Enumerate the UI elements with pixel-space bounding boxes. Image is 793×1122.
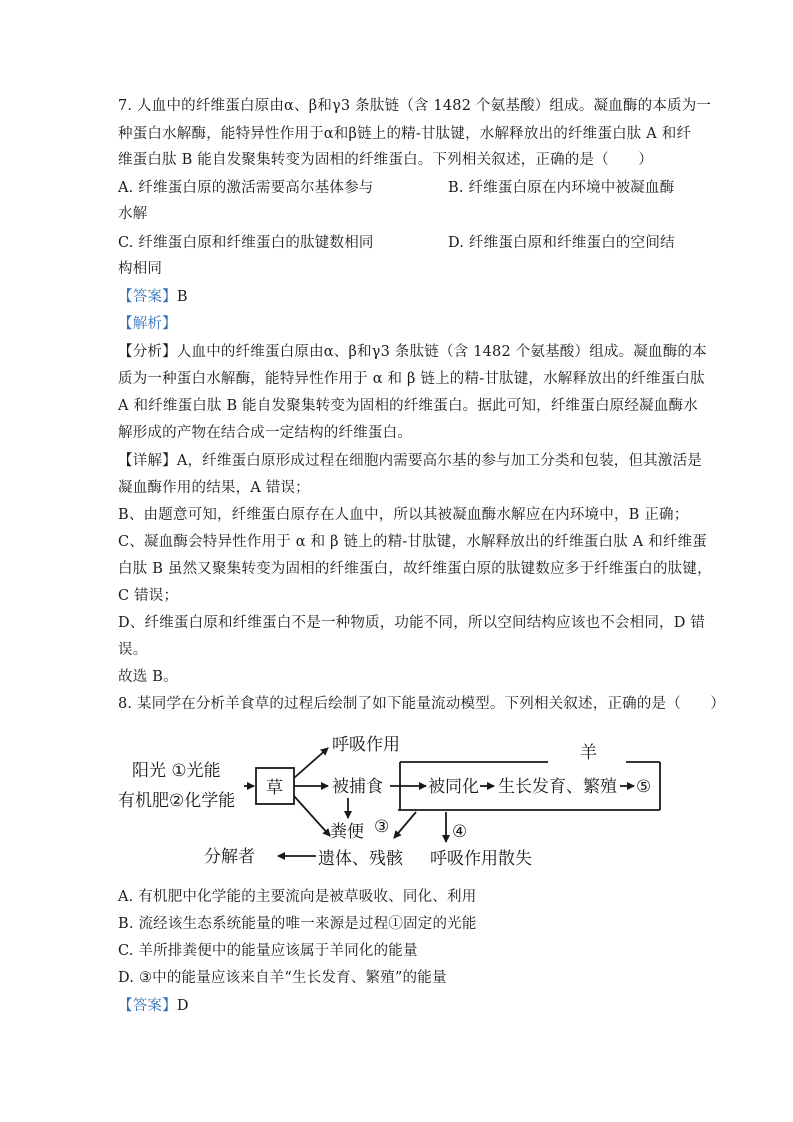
respiration-label: 呼吸作用 [332, 735, 400, 755]
q8-option-d: D. ③中的能量应该来自羊“生长发育、繁殖”的能量 [118, 970, 447, 986]
manure-label: 有机肥②化学能 [118, 791, 236, 811]
q7-detail-line-1 [118, 451, 702, 471]
q7-detail-line-5: 白肽 B 虽然又聚集转变为固相的纤维蛋白，故纤维蛋白原的肽键数应多于纤维蛋白的肽键， [118, 561, 712, 577]
fenxi-text: 人血中的纤维蛋白原由α、β和γ3 条肽链（含 1482 个氨基酸）组成。凝血酶的本 [176, 344, 707, 360]
assimilated-label: 被同化 [428, 777, 479, 797]
q8-option-a: A. 有机肥中化学能的主要流向是被草吸收、同化、利用 [118, 889, 477, 905]
q7-detail-line-7: D、纤维蛋白原和纤维蛋白不是一种物质，功能不同，所以空间结构应该也不会相同，D 错 [118, 615, 706, 631]
q7-option-c: C. 纤维蛋白原和纤维蛋白的肽键数相同 [118, 235, 374, 251]
q8-option-b: B. 流经该生态系统能量的唯一来源是过程①固定的光能 [118, 916, 477, 932]
q7-fenxi-line-1 [118, 342, 707, 362]
answer-value: B [176, 289, 188, 305]
q7-analysis-tag [118, 314, 177, 334]
q7-fenxi-line-4: 解形成的产物在结合成一定结构的纤维蛋白。 [118, 425, 412, 441]
q7-answer [118, 287, 188, 307]
sheep-label: 羊 [580, 743, 597, 763]
energy-flow-diagram [118, 726, 678, 876]
analysis-tag: 【解析】 [118, 316, 177, 332]
arrow-three [394, 812, 416, 838]
q8-stem: 8. 某同学在分析羊食草的过程后绘制了如下能量流动模型。下列相关叙述，正确的是（ ） [118, 696, 726, 712]
feces-label: 粪便 [330, 822, 364, 842]
q8-answer [118, 996, 189, 1016]
q8-option-c: C. 羊所排粪便中的能量应该属于羊同化的能量 [118, 943, 418, 959]
q7-stem-line-2: 种蛋白水解酶，能特异性作用于α和β链上的精-甘肽键，水解释放出的纤维蛋白肽 A 和纤 [118, 126, 692, 142]
detail-text: A，纤维蛋白原形成过程在细胞内需要高尔基的参与加工分类和包装，但其激活是 [176, 453, 702, 469]
q7-stem-line-3: 维蛋白肽 B 能自发聚集转变为固相的纤维蛋白。下列相关叙述，正确的是（ ） [118, 152, 653, 168]
q7-detail-line-2: 凝血酶作用的结果，A 错误； [118, 480, 310, 496]
arrow-grass-respiration [294, 748, 328, 778]
answer-tag: 【答案】 [118, 998, 177, 1014]
five-label: ⑤ [636, 777, 652, 797]
q7-stem-line-1: 7. 人血中的纤维蛋白原由α、β和γ3 条肽链（含 1482 个氨基酸）组成。凝血酶的本质为一 [118, 98, 712, 114]
four-label: ④ [452, 822, 468, 842]
decomposer-label: 分解者 [204, 847, 255, 867]
arrow-grass-remains [294, 796, 330, 836]
q7-detail-line-9: 故选 B。 [118, 669, 178, 685]
q7-option-d: D. 纤维蛋白原和纤维蛋白的空间结 [448, 235, 675, 251]
growth-label: 生长发育、繁殖 [498, 777, 617, 797]
xiangjie-tag: 【详解】 [118, 453, 177, 469]
remains-label: 遗体、残骸 [318, 849, 403, 869]
q7-fenxi-line-2: 质为一种蛋白水解酶，能特异性作用于 α 和 β 链上的精-甘肽键，水解释放出的纤维蛋白肽 [118, 371, 705, 387]
answer-value: D [176, 998, 189, 1014]
q7-fenxi-line-3: A 和纤维蛋白肽 B 能自发聚集转变为固相的纤维蛋白。据此可知，纤维蛋白原经凝血酶水 [118, 398, 698, 414]
q7-option-b: B. 纤维蛋白原在内环境中被凝血酶 [448, 180, 675, 196]
grass-label: 草 [266, 778, 283, 798]
three-label: ③ [374, 817, 390, 837]
eaten-label: 被捕食 [332, 777, 383, 797]
q7-detail-line-3: B、由题意可知，纤维蛋白原存在人血中，所以其被凝血酶水解应在内环境中，B 正确； [118, 507, 689, 523]
respiration-loss-label: 呼吸作用散失 [430, 849, 532, 869]
answer-tag: 【答案】 [118, 289, 177, 305]
sun-label: 阳光 ①光能 [132, 761, 221, 781]
q7-detail-line-8: 误。 [118, 642, 148, 658]
q7-detail-line-6: C 错误； [118, 588, 179, 604]
q7-option-c-cont: 构相同 [118, 261, 163, 277]
fenxi-tag: 【分析】 [118, 344, 177, 360]
q7-option-a: A. 纤维蛋白原的激活需要高尔基体参与 [118, 180, 374, 196]
q7-option-a-cont: 水解 [118, 206, 148, 222]
q7-detail-line-4: C、凝血酶会特异性作用于 α 和 β 链上的精-甘肽键，水解释放出的纤维蛋白肽 A 和纤维蛋 [118, 534, 707, 550]
